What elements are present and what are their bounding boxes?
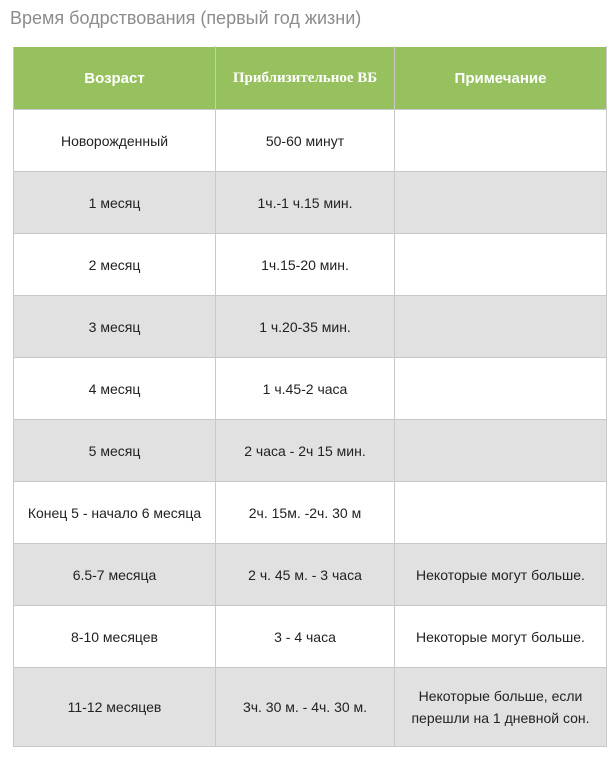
cell-note [395, 358, 607, 420]
cell-age: Конец 5 - начало 6 месяца [14, 482, 216, 544]
cell-note [395, 420, 607, 482]
cell-wake-time: 1ч.15-20 мин. [216, 234, 395, 296]
cell-age: 2 месяц [14, 234, 216, 296]
table-row [14, 668, 607, 747]
cell-age: 5 месяц [14, 420, 216, 482]
cell-age: 8-10 месяцев [14, 606, 216, 668]
wake-time-table [13, 46, 607, 747]
cell-wake-time: 2ч. 15м. -2ч. 30 м [216, 482, 395, 544]
table-row [14, 234, 607, 296]
cell-wake-time: 1 ч.20-35 мин. [216, 296, 395, 358]
table-row [14, 110, 607, 172]
cell-wake-time: 2 часа - 2ч 15 мин. [216, 420, 395, 482]
table-row [14, 420, 607, 482]
cell-note [395, 482, 607, 544]
cell-note [395, 172, 607, 234]
cell-note: Некоторые больше, если перешли на 1 дневной сон. [395, 668, 607, 747]
cell-wake-time: 3ч. 30 м. - 4ч. 30 м. [216, 668, 395, 747]
cell-age: 11-12 месяцев [14, 668, 216, 747]
table-row [14, 544, 607, 606]
cell-age: 1 месяц [14, 172, 216, 234]
cell-note [395, 296, 607, 358]
table-row [14, 358, 607, 420]
cell-wake-time: 50-60 минут [216, 110, 395, 172]
cell-note: Некоторые могут больше. [395, 606, 607, 668]
table-row [14, 482, 607, 544]
page-title: Время бодрствования (первый год жизни) [10, 8, 362, 28]
cell-age: Новорожденный [14, 110, 216, 172]
header-approx-wake-time: Приблизительное ВБ [216, 47, 395, 110]
table-header-row [14, 47, 607, 110]
table-row [14, 296, 607, 358]
cell-age: 4 месяц [14, 358, 216, 420]
cell-wake-time: 1ч.-1 ч.15 мин. [216, 172, 395, 234]
cell-note: Некоторые могут больше. [395, 544, 607, 606]
cell-wake-time: 2 ч. 45 м. - 3 часа [216, 544, 395, 606]
cell-wake-time: 1 ч.45-2 часа [216, 358, 395, 420]
table-row [14, 172, 607, 234]
cell-note [395, 110, 607, 172]
header-age: Возраст [14, 47, 216, 110]
table-row [14, 606, 607, 668]
header-note: Примечание [395, 47, 607, 110]
cell-age: 3 месяц [14, 296, 216, 358]
cell-age: 6.5-7 месяца [14, 544, 216, 606]
cell-note [395, 234, 607, 296]
cell-wake-time: 3 - 4 часа [216, 606, 395, 668]
